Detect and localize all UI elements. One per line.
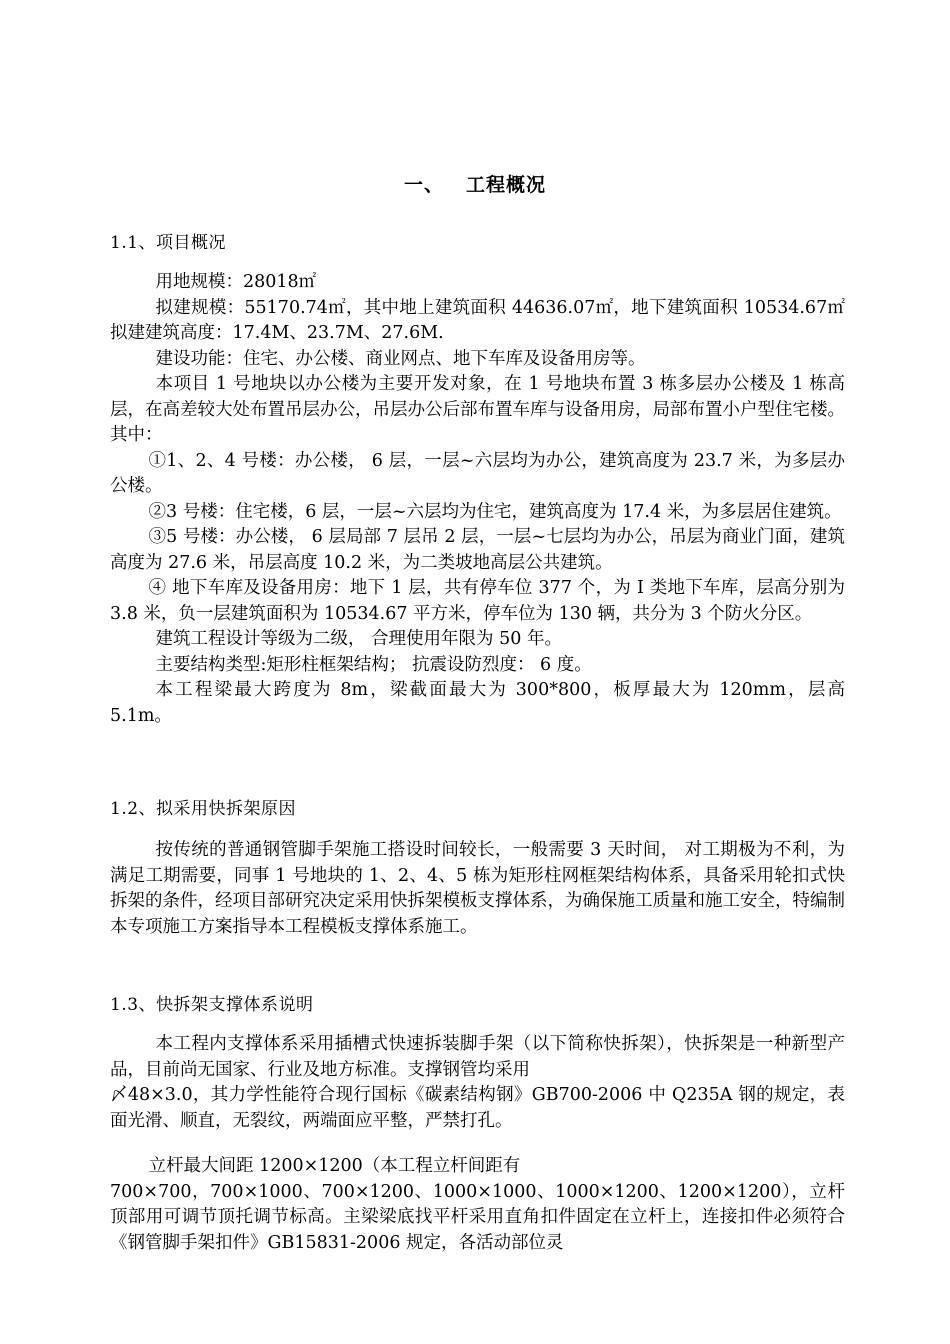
- paragraph-design-grade: 建筑工程设计等级为二级， 合理使用年限为 50 年。: [155, 629, 562, 649]
- paragraph-garage: ④ 地下车库及设备用房：地下 1 层，共有停车位 377 个，为 I 类地下车库，层高分别为 3.8 米，负一层建筑面积为 10534.67 平方米，停车位为 130 辆，共分为 3 个防火分区。: [110, 578, 845, 624]
- paragraph-function: 建设功能：住宅、办公楼、商业网点、地下车库及设备用房等。: [155, 348, 646, 369]
- section-title: [0, 170, 950, 197]
- heading-1-1: 1.1、项目概况: [110, 233, 227, 253]
- paragraph-reason: 按传统的普通钢管脚手架施工搭设时间较长，一般需要 3 天时间， 对工期极为不利，为满足工期需要，同事 1 号地块的 1、2、4、5 栋为矩形柱网框架结构体系，具备采用轮扣式快拆架的条件，经项目部研究决定采用快拆架模板支撑体系，为确保施工质量和施工安全，特编制本专项施工方案指导本工程模板支撑体系施工。: [110, 840, 845, 937]
- paragraph-structure-type: 主要结构类型:矩形柱框架结构； 抗震设防烈度： 6 度。: [155, 654, 592, 675]
- paragraph-building-5: ③5 号楼：办公楼， 6 层局部 7 层吊 2 层，一层~七层均为办公，吊层为商业门面，建筑高度为 27.6 米，吊层高度 10.2 米，为二类坡地高层公共建筑。: [110, 527, 845, 573]
- paragraph-building-3: ②3 号楼：住宅楼，6 层，一层~六层均为住宅，建筑高度为 17.4 米，为多层居住建筑。: [148, 501, 842, 522]
- section-number: 一、: [403, 174, 444, 196]
- heading-1-2: 1.2、拟采用快拆架原因: [110, 799, 297, 819]
- section-title-text: 工程概况: [466, 174, 547, 196]
- paragraph-building-1: ①1、2、4 号楼：办公楼， 6 层，一层~六层均为办公，建筑高度为 23.7 米，为多层办公楼。: [110, 450, 845, 496]
- paragraph-land-scale: 用地规模：28018㎡: [155, 272, 317, 292]
- paragraph-pole-spacing: 立杆最大间距 1200×1200（本工程立杆间距有: [148, 1156, 521, 1176]
- project-overview-body: [110, 270, 845, 729]
- support-system-body: [110, 1032, 845, 1134]
- heading-1-3: 1.3、快拆架支撑体系说明: [110, 995, 314, 1015]
- paragraph-support-intro: 本工程内支撑体系采用插槽式快速拆装脚手架（以下简称快拆架），快拆架是一种新型产品，目前尚无国家、行业及地方标准。支撑钢管均采用: [110, 1034, 845, 1080]
- paragraph-beam-span: 本工程梁最大跨度为 8m，梁截面最大为 300*800，板厚最大为 120mm，层高 5.1m。: [110, 680, 845, 726]
- paragraph-build-scale: 拟建规模：55170.74㎡，其中地上建筑面积 44636.07㎡，地下建筑面积 10534.67㎡拟建建筑高度：17.4M、23.7M、27.6M.: [110, 297, 845, 343]
- paragraph-pole-detail: 700×700，700×1000、700×1200、1000×1000、1000×1200、1200×1200），立杆顶部用可调节顶托调节标高。主梁梁底找平杆采用直角扣件固定在立杆上，连接扣件必须符合《钢管脚手架扣件》GB15831-2006 规定，各活动部位灵: [110, 1181, 845, 1253]
- pole-spacing-body: [110, 1154, 845, 1256]
- reason-body: [110, 838, 845, 940]
- paragraph-project-desc: 本项目 1 号地块以办公楼为主要开发对象，在 1 号地块布置 3 栋多层办公楼及 1 栋高层，在高差较大处布置吊层办公，吊层办公后部布置车库与设备用房，局部布置小户型住宅楼。其中：: [110, 374, 845, 445]
- paragraph-support-steel: 〆48×3.0，其力学性能符合现行国标《碳素结构钢》GB700-2006 中 Q235A 钢的规定，表面光滑、顺直，无裂纹，两端面应平整，严禁打孔。: [110, 1085, 845, 1131]
